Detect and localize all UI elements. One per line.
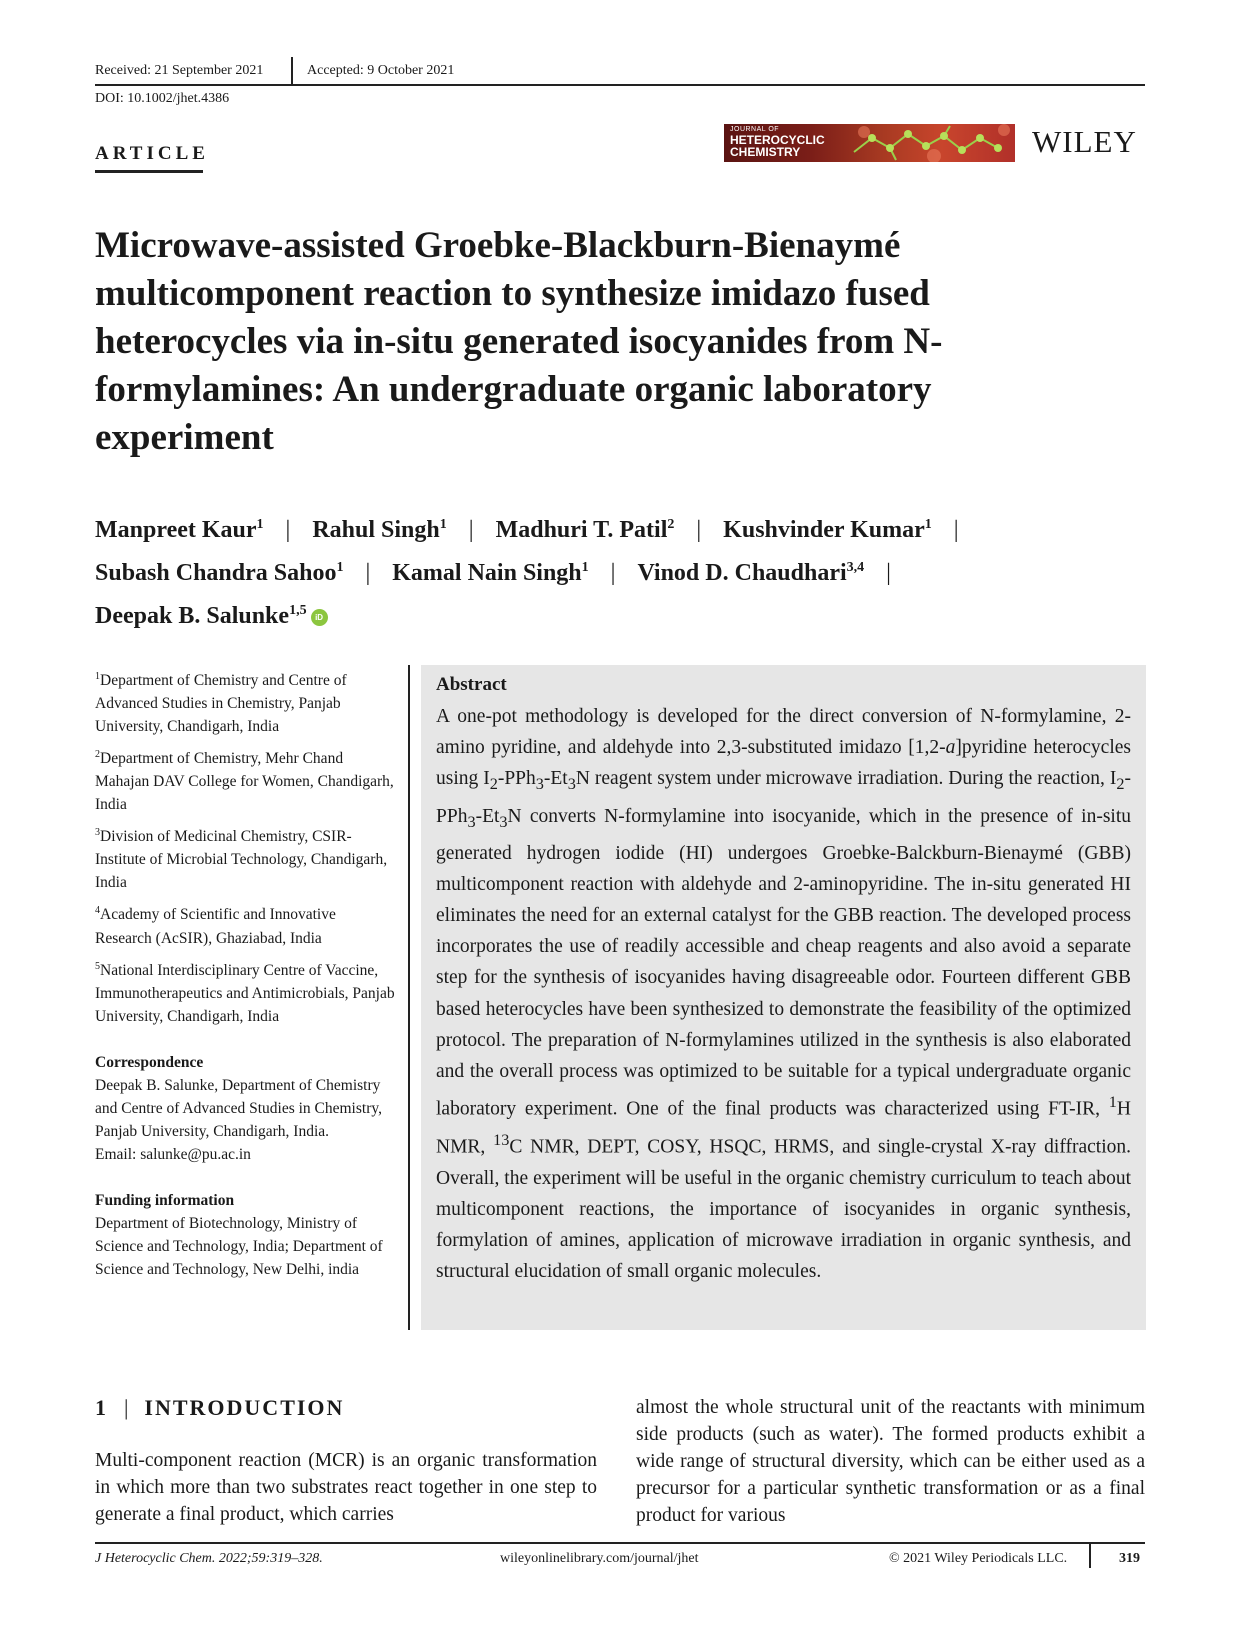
author[interactable]: Subash Chandra Sahoo$^1$ bbox=[95, 560, 344, 586]
author[interactable]: Kushvinder Kumar$^1$ bbox=[723, 517, 932, 543]
author[interactable]: Rahul Singh$^1$ bbox=[312, 517, 447, 543]
correspondence-heading: Correspondence bbox=[95, 1053, 204, 1071]
footer-vertical-divider bbox=[1089, 1542, 1091, 1568]
affiliation: $^5$National Interdisciplinary Centre of Vaccine, Immunotherapeutics and Antimicrobials, Panjab University, Chandigarh, India bbox=[95, 960, 395, 1025]
article-title: Microwave-assisted Groebke-Blackburn-Bienaymé multicomponent reaction to synthesize imidazo fused heterocycles via in-situ generated isocyanides from N-formylamines: An undergraduate organic laboratory experiment bbox=[95, 225, 943, 458]
introduction-left-column: Multi-component reaction (MCR) is an organic transformation in which more than two substrates react together in one step to generate a final product, which carries bbox=[95, 1450, 597, 1525]
section-heading-introduction: 1 | INTRODUCTION bbox=[95, 1395, 345, 1420]
orcid-icon[interactable]: iD bbox=[311, 609, 328, 626]
footer-copyright: © 2021 Wiley Periodicals LLC. bbox=[889, 1551, 1068, 1566]
abstract-box bbox=[421, 665, 1146, 1330]
header-rule bbox=[95, 84, 1145, 86]
correspondence-text: Deepak B. Salunke, Department of Chemistry and Centre of Advanced Studies in Chemistry, Panjab University, Chandigarh, India. bbox=[95, 1076, 382, 1140]
received-date: Received: 21 September 2021 bbox=[95, 63, 264, 78]
footer-url[interactable]: wileyonlinelibrary.com/journal/jhet bbox=[500, 1551, 699, 1566]
sidebar-divider bbox=[408, 665, 410, 1330]
funding-heading: Funding information bbox=[95, 1191, 235, 1209]
author[interactable]: Madhuri T. Patil$^2$ bbox=[495, 517, 675, 543]
publisher-logo[interactable]: WILEY bbox=[1032, 124, 1137, 159]
journal-logo[interactable] bbox=[724, 124, 1015, 162]
affiliation: $^4$Academy of Scientific and Innovative Research (AcSIR), Ghaziabad, India bbox=[95, 905, 336, 947]
author-list: Manpreet Kaur$^1$ | Rahul Singh$^1$ | Madhuri T. Patil$^2$ | Kushvinder Kumar$^1$ | Subash Chandra Sahoo$^1$ | Kamal Nain Singh$^1$ | Vinod D. Chaudhari$^{3,4}$ | Deepak B. Salunke$^{1,5}$ iD bbox=[95, 517, 959, 629]
affiliation: $^2$Department of Chemistry, Mehr Chand Mahajan DAV College for Women, Chandigarh, India bbox=[95, 749, 394, 814]
footer-citation: J Heterocyclic Chem. 2022;59:319–328. bbox=[95, 1551, 323, 1566]
affiliation: $^3$Division of Medicinal Chemistry, CSIR-Institute of Microbial Technology, Chandigarh, India bbox=[95, 827, 388, 892]
journal-logo-line1: JOURNAL OF bbox=[730, 126, 780, 133]
author[interactable]: Vinod D. Chaudhari$^{3,4}$ bbox=[637, 560, 865, 586]
header-vertical-divider bbox=[291, 57, 293, 84]
abstract-text: A one-pot methodology is developed for the direct conversion of N-formylamine, 2-amino pyridine, and aldehyde into 2,3-substituted imidazo [1,2-a]pyridine heterocycles using $I_2-PPh_3-Et_3N$ reagent system under microwave irradiation. During the reaction, $I_2-PPh_3-Et_3N$ converts N-formylamine into isocyanide, which in the presence of in-situ generated hydrogen iodide (HI) undergoes Groebke-Balckburn-Bienaymé (GBB) multicomponent reaction with aldehyde and 2-aminopyridine. The in-situ generated HI eliminates the need for an external catalyst for the GBB reaction. The developed process incorporates the use of readily accessible and cheap reagents and also avoid a separate step for the synthesis of isocyanides having disagreeable odor. Fourteen different GBB based heterocycles have been synthesized to demonstrate the feasibility of the optimized protocol. The preparation of N-formylamines utilized in the synthesis is also elaborated and the overall process was optimized to be suitable for a typical undergraduate organic laboratory experiment. One of the final products was characterized using FT-IR, $^1$H NMR, $^{13}$C NMR, DEPT, COSY, HSQC, HRMS, and single-crystal X-ray diffraction. Overall, the experiment will be useful in the organic chemistry curriculum to teach about multicomponent reactions, the importance of isocyanides in organic synthesis, formylation of amines, application of microwave irradiation in organic synthesis, and structural elucidation of small organic molecules. bbox=[436, 706, 1131, 1283]
funding-text: Department of Biotechnology, Ministry of Science and Technology, India; Department of Science and Technology, New Delhi, india bbox=[95, 1214, 383, 1278]
article-label-underline bbox=[95, 170, 203, 173]
introduction-right-column: almost the whole structural unit of the reactants with minimum side products (such as water). The formed products exhibit a wide range of structural diversity, which can be either used as a precursor for a particular synthetic transformation or as a final product for various bbox=[636, 1397, 1145, 1526]
molecule-graphic-icon bbox=[844, 124, 1015, 162]
author[interactable]: Manpreet Kaur$^1$ bbox=[95, 517, 264, 543]
page-number: 319 bbox=[1119, 1551, 1140, 1566]
accepted-date: Accepted: 9 October 2021 bbox=[307, 63, 455, 78]
journal-logo-line3: CHEMISTRY bbox=[730, 145, 801, 159]
affiliations-sidebar bbox=[95, 665, 395, 1281]
author[interactable]: Kamal Nain Singh$^1$ bbox=[392, 560, 589, 586]
correspondence-email[interactable]: Email: salunke@pu.ac.in bbox=[95, 1145, 251, 1163]
doi[interactable]: DOI: 10.1002/jhet.4386 bbox=[95, 91, 230, 106]
author[interactable]: Deepak B. Salunke$^{1,5}$ bbox=[95, 603, 307, 629]
footer-rule bbox=[95, 1542, 1145, 1544]
article-type-label: ARTICLE bbox=[95, 143, 209, 164]
abstract-heading: Abstract bbox=[436, 674, 507, 695]
journal-logo-line2: HETEROCYCLIC bbox=[730, 133, 825, 147]
affiliation: $^1$Department of Chemistry and Centre of Advanced Studies in Chemistry, Panjab University, Chandigarh, India bbox=[95, 671, 347, 736]
